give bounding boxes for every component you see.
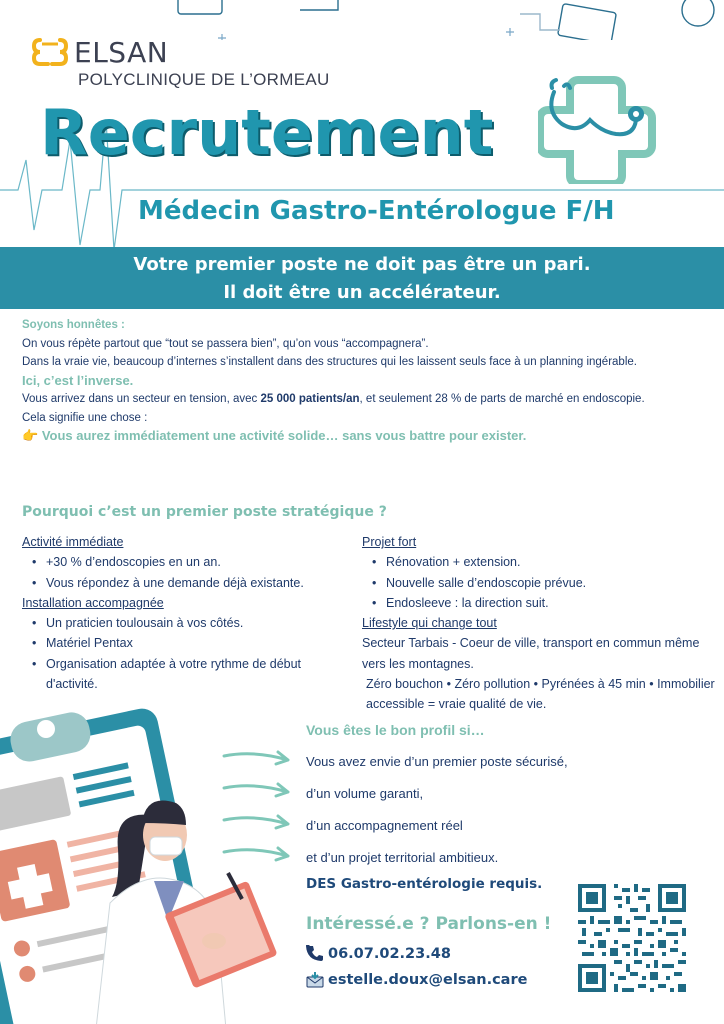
list-item: • Organisation adaptée à votre rythme de début d'activité.: [46, 654, 352, 695]
list-item: • +30 % d’endoscopies en un an.: [46, 552, 352, 572]
email-contact[interactable]: [306, 972, 527, 988]
strategic-left-column: [22, 532, 352, 694]
intro-highlight: [22, 427, 712, 446]
profile-line: d’un accompagnement réel: [306, 818, 463, 833]
banner-line-1: Votre premier poste ne doit pas être un pari.: [133, 254, 591, 275]
brand-name: ELSAN: [74, 35, 169, 69]
installation-heading: Installation accompagnée: [22, 595, 164, 610]
profile-section: [306, 722, 716, 874]
patients-count: 25 000 patients/an: [260, 393, 360, 405]
intro-paragraph-2: Dans la vraie vie, beaucoup d’internes s’installent dans des structures qui les laissent seuls face à un planning ingérable.: [22, 356, 637, 368]
installation-list: [22, 613, 352, 694]
intro-text: [22, 316, 712, 446]
intro-heading: Soyons honnêtes :: [22, 319, 125, 331]
profile-line: et d’un projet territorial ambitieux.: [306, 850, 499, 865]
elsan-logo-icon: [32, 34, 68, 70]
mail-icon: [306, 972, 324, 988]
activity-list: [22, 552, 352, 593]
banner-line-2: Il doit être un accélérateur.: [223, 282, 501, 303]
intro-p3-end: , et seulement 28 % de parts de marché en endoscopie.: [359, 393, 645, 405]
phone-number[interactable]: 06.07.02.23.48: [328, 946, 451, 962]
page-title: Recrutement: [40, 96, 494, 169]
phone-contact[interactable]: [306, 945, 451, 963]
intro-paragraph-1: On vous répète partout que “tout se passera bien”, qu’on vous “accompagnera”.: [22, 337, 429, 350]
project-list: [362, 552, 720, 613]
list-item: • Endosleeve : la direction suit.: [386, 593, 720, 613]
profile-title: Vous êtes le bon profil si…: [306, 722, 485, 738]
elsan-logo: [32, 32, 292, 72]
headline-banner: [0, 247, 724, 309]
email-address[interactable]: estelle.doux@elsan.care: [328, 972, 528, 988]
intro-paragraph-3: [22, 390, 712, 409]
lifestyle-text: Secteur Tarbais - Coeur de ville, transport en commun même vers les montagnes.: [362, 636, 700, 671]
intro-paragraph-4: Cela signifie une chose :: [22, 411, 148, 424]
job-title: Médecin Gastro-Entérologue F/H: [138, 196, 615, 226]
list-item: • Rénovation + extension.: [386, 552, 720, 572]
requirement: DES Gastro-entérologie requis.: [306, 876, 543, 892]
intro-p3-start: Vous arrivez dans un secteur en tension, avec: [22, 393, 261, 405]
list-item: • Nouvelle salle d’endoscopie prévue.: [386, 573, 720, 593]
intro-highlight-text: Vous aurez immédiatement une activité solide… sans vous battre pour exister.: [41, 428, 527, 443]
pointing-hand-icon: 👉: [22, 428, 39, 443]
arrow-icons: [220, 740, 300, 870]
lifestyle-text-2: Zéro bouchon • Zéro pollution • Pyrénées à 45 min • Immobilier accessible = vraie qualité de vie.: [366, 677, 715, 712]
lifestyle-heading: Lifestyle qui change tout: [362, 616, 497, 631]
contact-cta: Intéressé.e ? Parlons-en !: [306, 914, 552, 934]
list-item: • Matériel Pentax: [46, 633, 352, 653]
project-heading: Projet fort: [362, 535, 417, 549]
profile-line: d’un volume garanti,: [306, 786, 424, 801]
intro-heading-2: Ici, c’est l’inverse.: [22, 372, 134, 388]
profile-line: Vous avez envie d’un premier poste sécurisé,: [306, 754, 568, 769]
clinic-name: POLYCLINIQUE DE L’ORMEAU: [78, 70, 330, 89]
list-item: • Vous répondez à une demande déjà existante.: [46, 573, 352, 593]
strategic-right-column: [362, 532, 720, 715]
phone-icon: [306, 945, 324, 963]
activity-heading: Activité immédiate: [22, 535, 124, 549]
list-item: • Un praticien toulousain à vos côtés.: [46, 613, 352, 633]
qr-code-icon[interactable]: [578, 884, 686, 992]
medical-cross-icon: [538, 72, 658, 184]
strategic-section-title: Pourquoi c’est un premier poste stratégique ?: [22, 504, 387, 520]
